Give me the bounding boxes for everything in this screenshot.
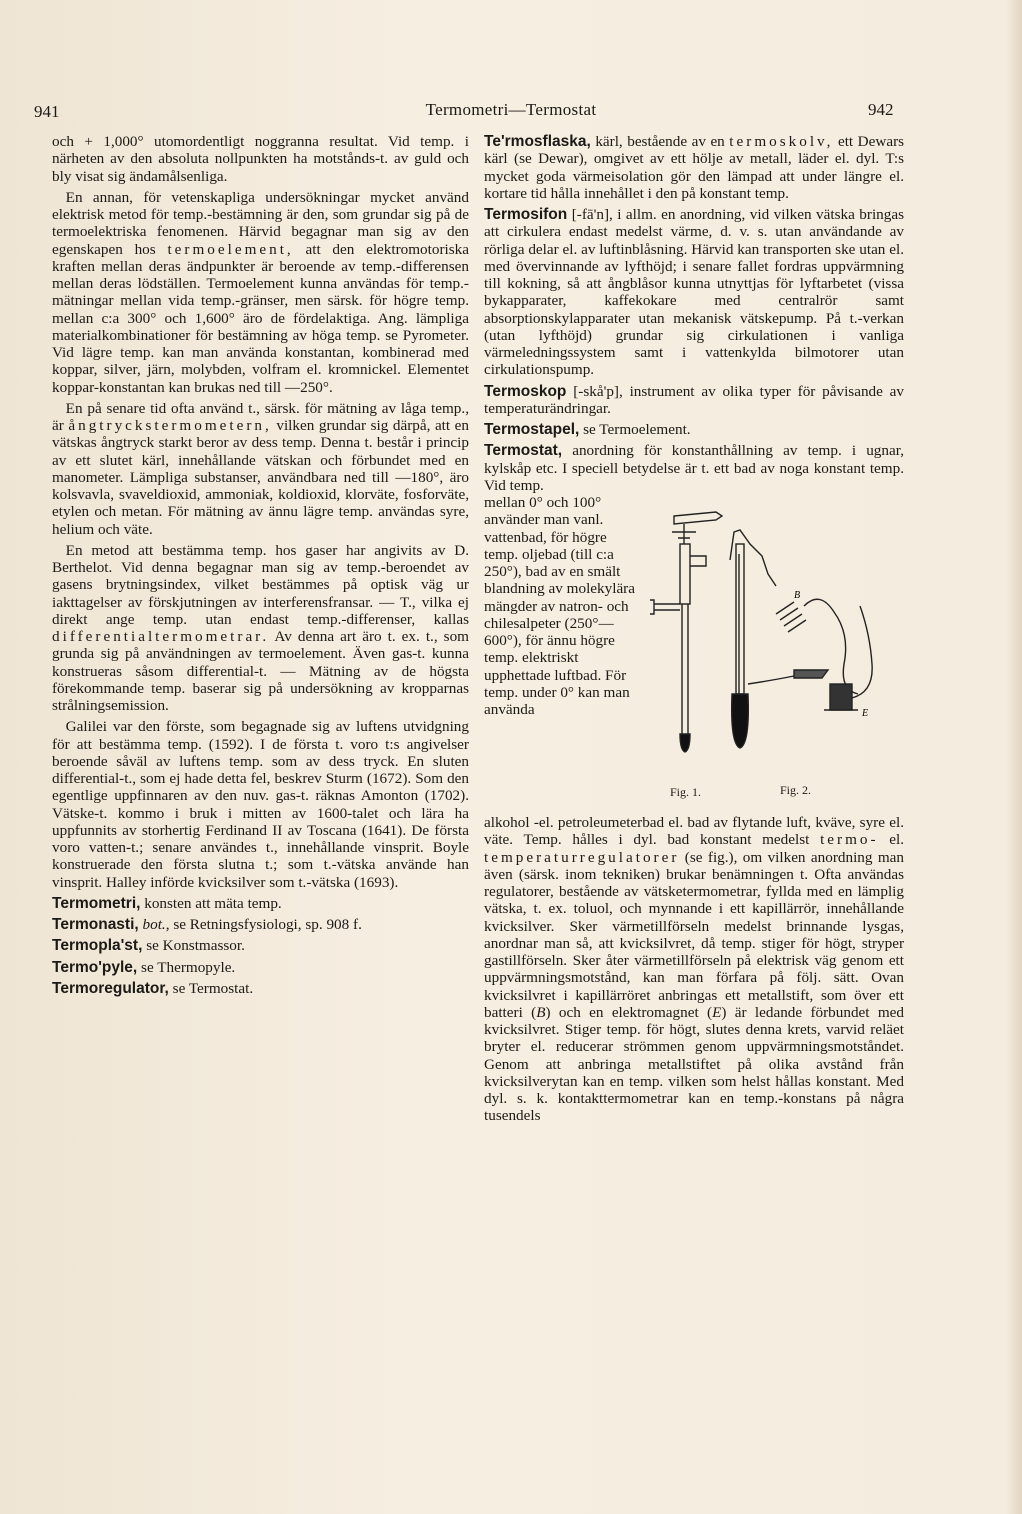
figure-block	[484, 494, 904, 814]
paragraph: En annan, för vetenskapliga undersökningar mycket använd elektrisk metod för temp.-bestämning är den, som grundar sig på de termoelektriska fenomenen. Härvid begagnar man sig av den egenskapen hos termoelement, att den elektromotoriska kraften mellan deras ändpunkter är beroende av temp.-differensen mellan deras lödställen. Termoelement kunna användas för temp.-mätningar mellan vida temp.-gränser, men särsk. för högre temp. mellan c:a 300° och 1,600° äro de fördelaktiga. Ang. lämpliga materialkombinationer för bestämning av höga temp. se Pyrometer. Vid lägre temp. kan man använda konstantan, kombinerad med koppar, silver, järn, molybden, volfram el. kromnickel. Elementet koppar-konstantan kan brukas ned till —250°.	[52, 188, 469, 396]
paragraph: alkohol -el. petroleumeterbad el. bad av flytande luft, kväve, syre el. väte. Temp. hålles i dyl. bad konstant medelst termo- el. temperaturregulatorer (se fig.), om vilken anordning man även (särsk. inom tekniken) brukar benämningen t. Ofta användas regulatorer, bestående av vätsketermometrar, fyllda med en lämplig vätska, t. ex. toluol, och mynnande i ett kapillärrör, innehållande kvicksilver. Sker värmetillförseln medelst brinnande lysgas, anordnar man så, att kvicksilvret, då temp. stiger för högt, stryper gastillförseln. Sker åter värmetillförseln på elektrisk väg genom ett uppvärmningsmotstånd, kan man förfara på följ. sätt. Ovan kvicksilvret i kapillärröret anbringas ett metallstift, som över ett batteri (B) och en elektromagnet (E) är ledande förbundet med kvicksilvret. Stiger temp. för högt, slutes denna krets, varvid reläet bryter el. reducerar strömmen genom uppvärmningsmotståndet. Genom att anbringa metallstiftet på olika avstånd från kvicksilverytan kan en temp. vilken som helst hållas konstant. Med dyl. s. k. kontakttermometrar kan en temp.-konstans på några tusendels	[484, 814, 905, 1125]
left-column	[52, 133, 469, 997]
paragraph: Galilei var den förste, som begagnade sig av luftens utvidgning för att bestämma temp. (1592). I de första t. voro t:s angivelser beroende såväl av luftens temp. som av dess tryck. En sluten differential-t., som ej hade detta fel, beskrev Sturm (1672). Som den egentlige uppfinnaren av den nuv. gas-t. räknas Amonton (1702). Vätske-t. kommo i bruk i mitten av 1600-talet och lära ha uppfunnits av storhertig Ferdinand II av Toscana (1641). De första voro vatten-t.; senare användes t., innehållande vinsprit. Boyle konstruerade den första slutna t.; som t.-vätska använde han vinsprit. Halley införde kvicksilver som t.-vätska (1693).	[52, 718, 469, 891]
entry-termoregulator: Termoregulator, se Termostat.	[52, 979, 254, 997]
figure-side-text: mellan 0° och 100° använder man vanl. vattenbad, för högre temp. oljebad (till c:a 250°), bad av en smält blandning av molekylära mängder av natron- och chilesalpeter (250°—600°), för ännu högre temp. elektriskt upphettade luftbad. För temp. under 0° kan man använda	[484, 494, 635, 718]
page-edge-shadow	[1006, 0, 1022, 1514]
fig2-battery	[776, 602, 806, 632]
paragraph: En metod att bestämma temp. hos gaser har angivits av D. Berthelot. Vid denna begagnar man sig av temp.-beroendet av gasens brytningsindex, vilket bestämmes på optisk väg ur iakttagelser av förskjutningen av interferensfransar. — T., vilka ej direkt ange temp. utan endast temp.-differenser, kallas differentialtermometrar. Av denna art äro t. ex. t., som grunda sig på användningen av termoelement. Även gas-t. kunna konstrueras såsom differential-t. — Mätning av de högsta förekommande temp. baserar sig på undersökning av kropparnas strålningsemission.	[52, 541, 469, 714]
entry-termoskop: Termoskop [-skå'p], instrument av olika typer för påvisande av temperaturändringar.	[484, 382, 905, 417]
entry-termopyle: Termo'pyle, se Thermopyle.	[52, 958, 236, 976]
right-page-number: 942	[868, 100, 894, 119]
paragraph: En på senare tid ofta använd t., särsk. för mätning av låga temp., är ångtryckstermometern, vilken grundar sig därpå, att en vätskas ångtryck starkt beror av dess temp. Denna t. består i princip av ett slutet kärl, innehållande vätskan och förbundet med en manometer. Lämpliga substanser, användbara ned till —180°, äro kolsvavla, svaveldioxid, ammoniak, koldioxid, klorväte, fosforväte, etylen och metan. För mätning av ännu lägre temp. användas syre, helium och väte.	[52, 399, 469, 538]
right-column	[484, 133, 904, 1125]
fig2-tube	[736, 544, 744, 694]
paragraph: och + 1,000° utomordentligt noggranna resultat. Vid temp. i närheten av den absoluta nollpunkten ha motstånds-t. av guld och bly visat sig ändamålsenliga.	[52, 133, 469, 185]
fig-label-b: B	[794, 590, 801, 601]
figure-caption-2: Fig. 2.	[780, 783, 812, 797]
fig2-wire-return	[852, 606, 872, 698]
running-title: Termometri—Termostat	[425, 100, 597, 119]
left-page-number: 941	[34, 102, 60, 121]
entry-termonasti: Termonasti, bot., se Retningsfysiologi, sp. 908 f.	[52, 916, 362, 933]
fig1-left-arm	[650, 600, 680, 614]
fig1-top-tube	[674, 512, 722, 524]
entry-termosflaska: Te'rmosflaska, kärl, bestående av en termoskolv, ett Dewars kärl (se Dewar), omgivet av ett hölje av metall, läder el. dyl. T:s mycket goda värmeisolation gör den lämpad att under längre el. kortare tid hålla innehållet i den på konstant temp.	[484, 133, 905, 202]
fig1-stem	[682, 604, 688, 734]
fig1-side-arm	[690, 556, 706, 566]
page-header	[0, 100, 1022, 124]
fig2-wire-top	[730, 530, 776, 586]
fig2-wire-right	[804, 599, 858, 694]
fig1-upper-body	[680, 544, 690, 604]
entry-termostat: Termostat, anordning för konstanthållning av temp. i ugnar, kylskåp etc. I speciell betydelse är t. ett bad av noga konstant temp. Vid temp.	[484, 442, 904, 494]
fig1-bulb	[680, 734, 690, 752]
thermostat-figure	[644, 494, 906, 804]
fig-label-e: E	[862, 708, 869, 719]
figure-caption-1: Fig. 1.	[670, 785, 702, 799]
fig2-electromagnet	[830, 684, 852, 710]
entry-termostapel: Termostapel, se Termoelement.	[484, 421, 691, 438]
entry-termometri: Termometri, konsten att mäta temp.	[52, 894, 282, 912]
entry-termosifon: Termosifon [-fā'n], i allm. en anordning, vid vilken vätska bringas att cirkulera endast medelst värme, d. v. s. utan användande av rörliga delar el. av luftinblåsning. Härvid kan transporten ske utan el. med övervinnande av lyfthöjd; i senare fallet fordras uppvärmning till kokning, så att ångblåsor kunna utnyttjas för lyftarbetet (vissa bykapparater, kaffekokare med centralrör samt absorptionskylapparater utan mekanisk vätskepump. På t.-verkan (utan lyfthöjd) grundar sig cirkulationen i vanliga värmeledningssystem samt i vattenkylda bilmotorer utan cirkulationspump.	[484, 206, 904, 379]
entry-termoplast: Termopla'st, se Konstmassor.	[52, 937, 245, 955]
fig2-relay-arm	[794, 670, 828, 678]
fig2-bulb	[732, 694, 749, 748]
fig1-stopcock	[672, 524, 696, 544]
